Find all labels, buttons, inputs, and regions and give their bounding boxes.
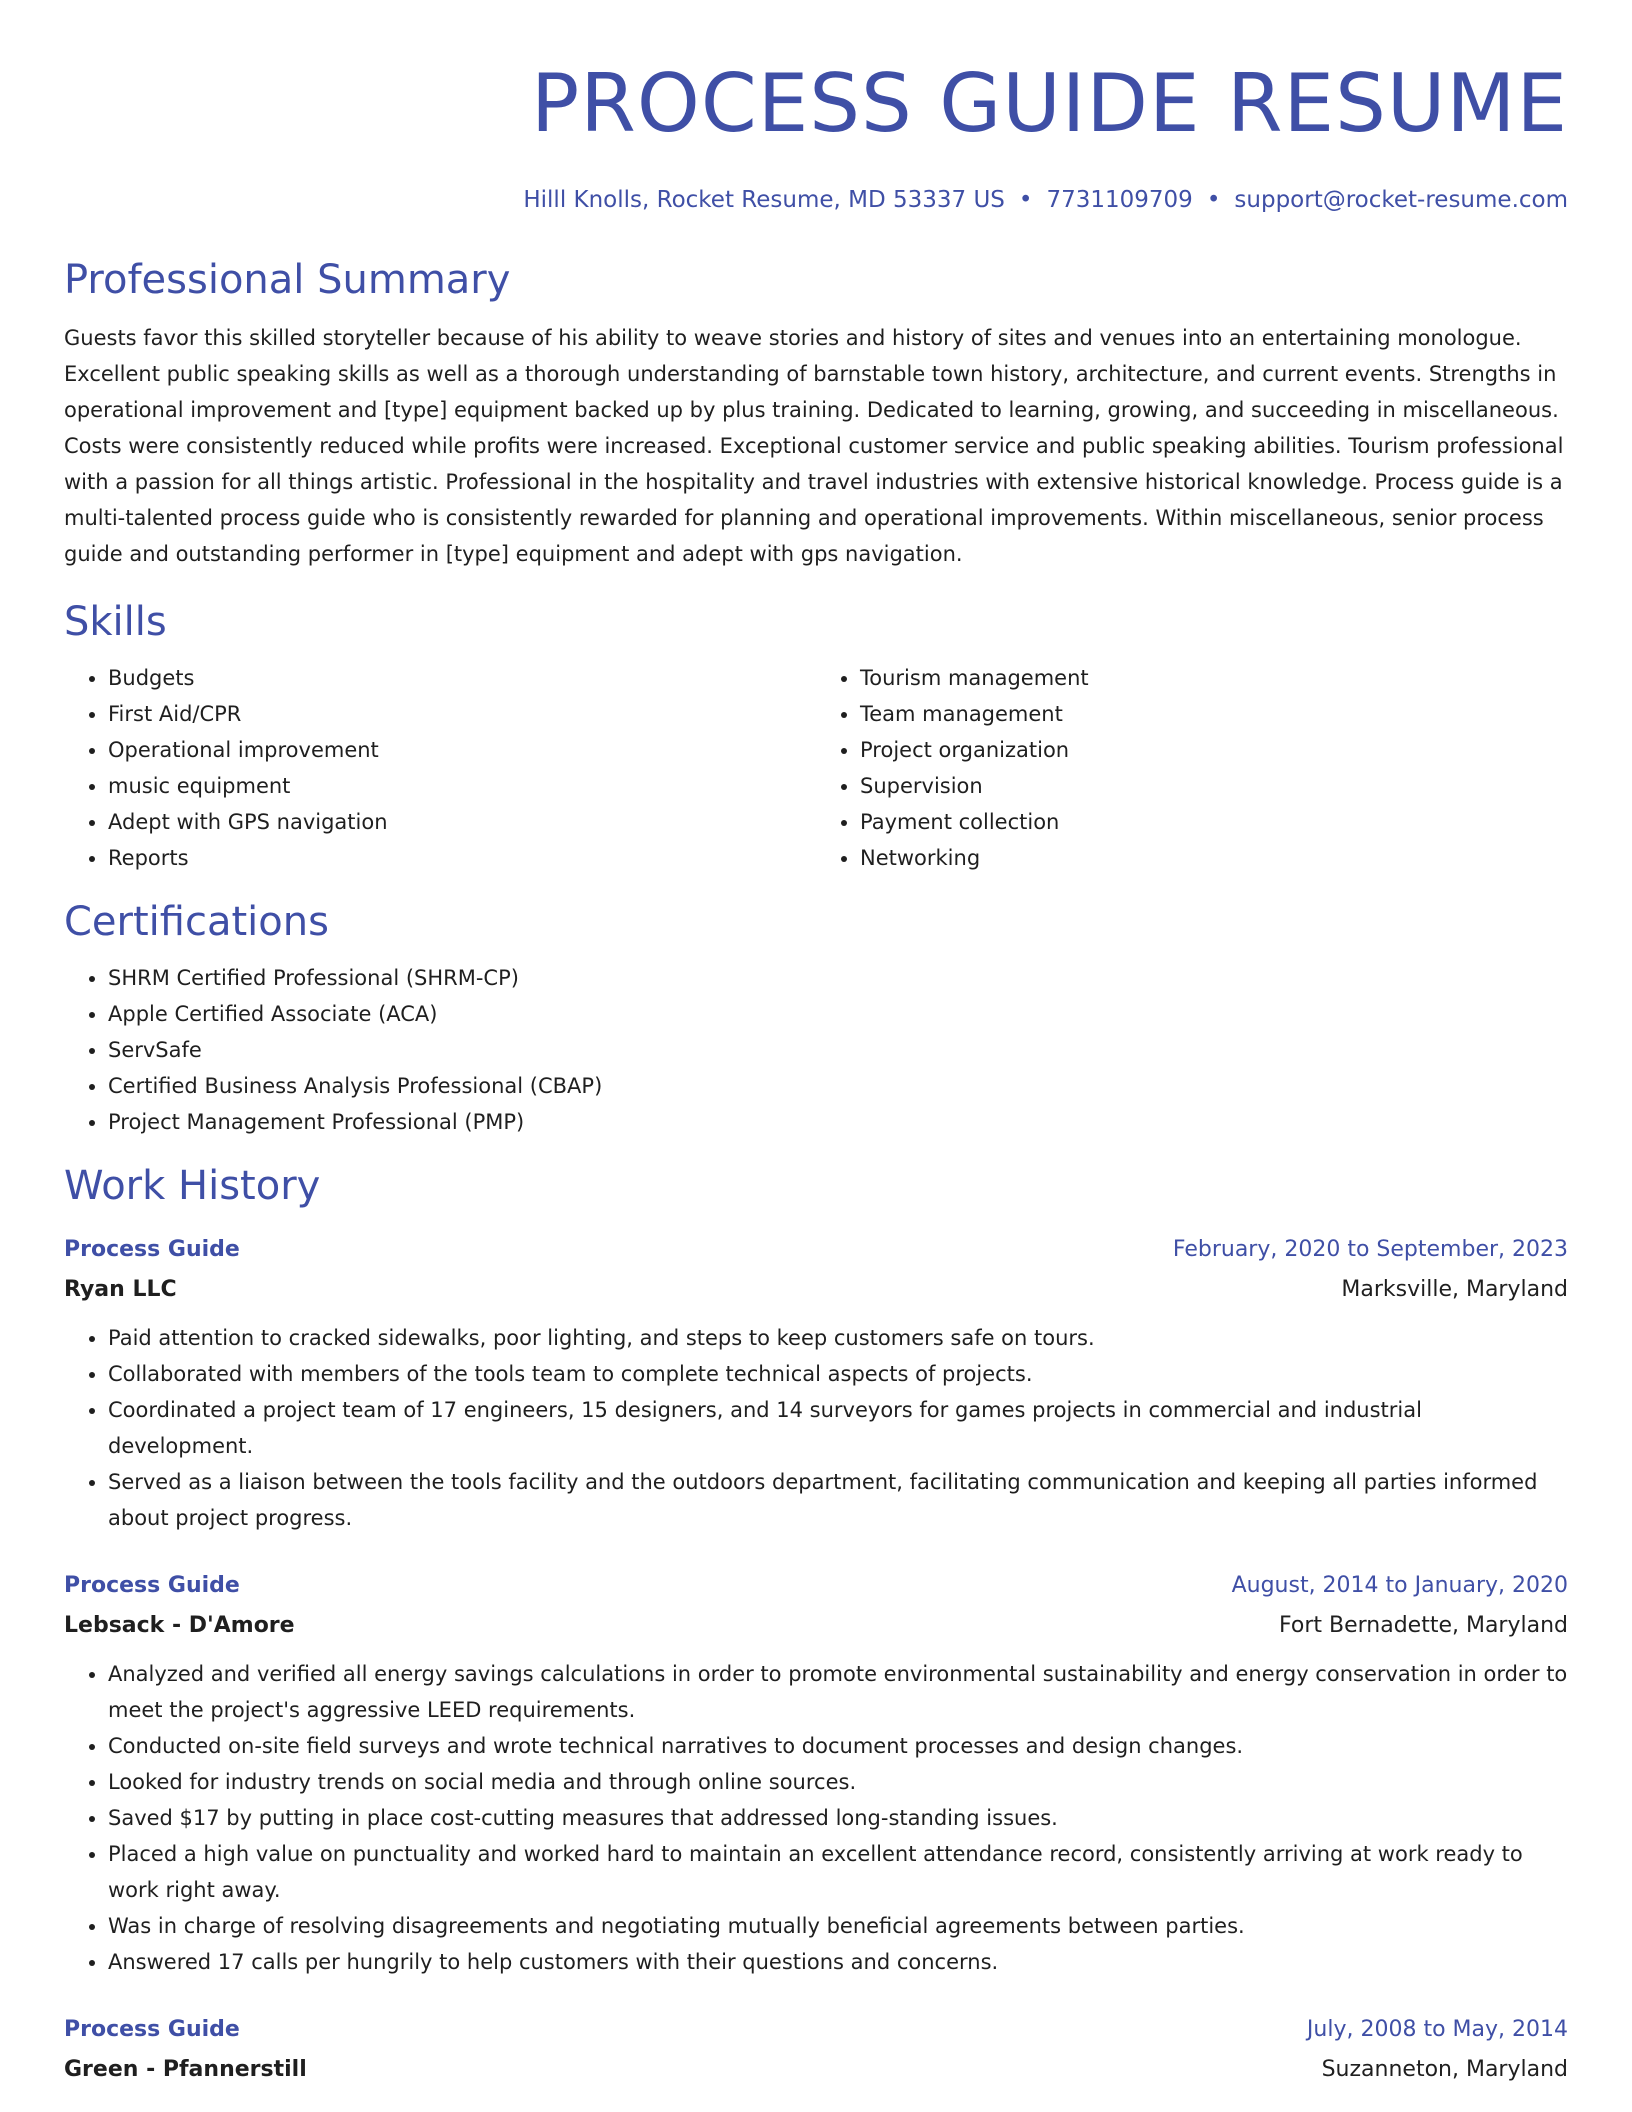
certification-item: • Project Management Professional (PMP) (108, 1104, 1568, 1140)
skill-item: • First Aid/CPR (108, 696, 816, 732)
certification-item: • ServSafe (108, 1032, 1568, 1068)
certifications-heading: Certifications (64, 899, 329, 945)
skill-item: • Reports (108, 840, 816, 876)
certifications-list (64, 960, 1568, 1140)
job-bullets (64, 1656, 1568, 1980)
skill-item: • Payment collection (860, 804, 1568, 840)
certification-item: • Certified Business Analysis Professional (CBAP) (108, 1068, 1568, 1104)
job-header-row (64, 2012, 1568, 2048)
job-company-row (64, 2048, 1568, 2088)
skill-item: • Supervision (860, 768, 1568, 804)
skill-item: • Networking (860, 840, 1568, 876)
skill-item: • Adept with GPS navigation (108, 804, 816, 840)
job-company-row (64, 1268, 1568, 1308)
work-history-heading: Work History (64, 1163, 321, 1209)
job-bullet: • Placed a high value on punctuality and worked hard to maintain an excellent attendance record, consistently arriving at work ready to work right away. (108, 1836, 1568, 1908)
skill-item: • Project organization (860, 732, 1568, 768)
certification-item: • SHRM Certified Professional (SHRM-CP) (108, 960, 1568, 996)
contact-line (64, 186, 1568, 214)
skills-list-right (816, 660, 1568, 876)
resume-title: PROCESS GUIDE RESUME (531, 57, 1568, 150)
job-bullet: • Was in charge of resolving disagreements and negotiating mutually beneficial agreements between parties. (108, 1908, 1568, 1944)
job-company: Ryan LLC (64, 1277, 177, 1302)
skill-item: • Budgets (108, 660, 816, 696)
job-bullet: • Paid attention to cracked sidewalks, poor lighting, and steps to keep customers safe on tours. (108, 1320, 1568, 1356)
job-company: Lebsack - D'Amore (64, 1613, 295, 1638)
job-bullet: • Coordinated a project team of 17 engineers, 15 designers, and 14 surveyors for games projects in commercial and industrial development. (108, 1392, 1568, 1464)
job-dates: August, 2014 to January, 2020 (1231, 1573, 1568, 1598)
skills-heading: Skills (64, 599, 167, 645)
skill-item: • music equipment (108, 768, 816, 804)
summary-heading: Professional Summary (64, 257, 511, 303)
job-location: Marksville, Maryland (1341, 1277, 1568, 1302)
job-company: Green - Pfannerstill (64, 2057, 307, 2082)
job-bullet: • Conducted on-site field surveys and wrote technical narratives to document processes and design changes. (108, 1728, 1568, 1764)
certification-item: • Apple Certified Associate (ACA) (108, 996, 1568, 1032)
job-bullet: • Saved $17 by putting in place cost-cutting measures that addressed long-standing issues. (108, 1800, 1568, 1836)
job-bullet: • Analyzed and verified all energy savings calculations in order to promote environmental sustainability and energy conservation in order to meet the project's aggressive LEED requirements. (108, 1656, 1568, 1728)
job-bullet: • Looked for industry trends on social media and through online sources. (108, 1764, 1568, 1800)
job-title: Process Guide (64, 1573, 240, 1598)
job-bullet: • Served as a liaison between the tools facility and the outdoors department, facilitating communication and keeping all parties informed about project progress. (108, 1464, 1568, 1536)
job-company-row (64, 1604, 1568, 1644)
job-bullet: • Answered 17 calls per hungrily to help customers with their questions and concerns. (108, 1944, 1568, 1980)
job-header-row (64, 1568, 1568, 1604)
contact-email[interactable]: support@rocket-resume.com (1234, 187, 1568, 213)
job-entry (64, 2012, 1568, 2088)
job-bullets (64, 1320, 1568, 1536)
job-location: Suzanneton, Maryland (1321, 2057, 1568, 2082)
job-title: Process Guide (64, 2017, 240, 2042)
job-bullet: • Collaborated with members of the tools team to complete technical aspects of projects. (108, 1356, 1568, 1392)
job-entry (64, 1568, 1568, 1980)
contact-separator: • (1206, 187, 1221, 213)
skill-item: • Operational improvement (108, 732, 816, 768)
summary-text: Guests favor this skilled storyteller because of his ability to weave stories and history of sites and venues into an entertaining monologue. Excellent public speaking skills as well as a thorough understanding of barnstable town history, architecture, and current events. Strengths in operational improvement and [type] equipment backed up by plus training. Dedicated to learning, growing, and succeeding in miscellaneous. Costs were consistently reduced while profits were increased. Exceptional customer service and public speaking abilities. Tourism professional with a passion for all things artistic. Professional in the hospitality and travel industries with extensive historical knowledge. Process guide is a multi-talented process guide who is consistently rewarded for planning and operational improvements. Within miscellaneous, senior process guide and outstanding performer in [type] equipment and adept with gps navigation. (64, 326, 1564, 566)
job-dates: July, 2008 to May, 2014 (1306, 2017, 1568, 2042)
job-location: Fort Bernadette, Maryland (1278, 1613, 1568, 1638)
job-dates: February, 2020 to September, 2023 (1172, 1237, 1568, 1262)
contact-address: Hilll Knolls, Rocket Resume, MD 53337 US (523, 187, 1005, 213)
job-entry (64, 1232, 1568, 1536)
skill-item: • Tourism management (860, 660, 1568, 696)
job-header-row (64, 1232, 1568, 1268)
contact-separator: • (1018, 187, 1033, 213)
skills-columns (64, 660, 1568, 876)
contact-phone: 7731109709 (1046, 187, 1193, 213)
skills-list-left (64, 660, 816, 876)
job-title: Process Guide (64, 1237, 240, 1262)
skill-item: • Team management (860, 696, 1568, 732)
